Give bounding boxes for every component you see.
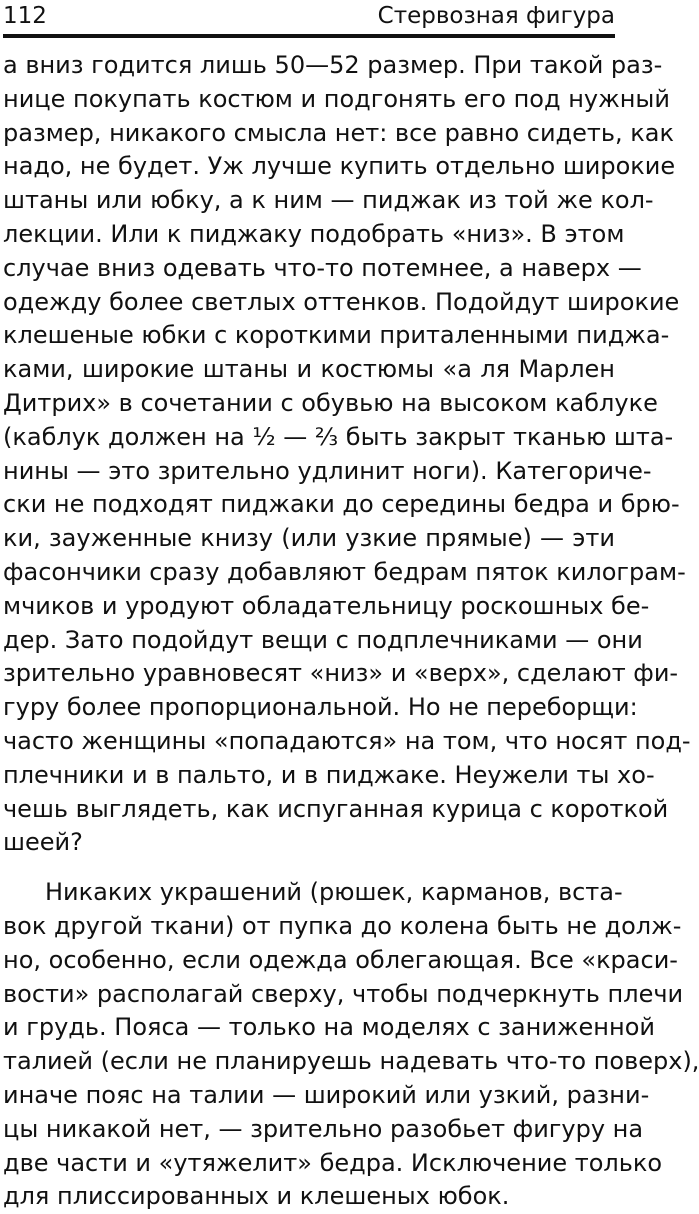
text-line: мчиков и уродуют обладательницу роскошных бе-: [3, 591, 650, 620]
text-line: нины — это зрительно удлинит ноги). Категориче-: [3, 456, 652, 485]
text-line: часто женщины «попадаются» на том, что носят под-: [3, 726, 691, 755]
text-line: клешеные юбки с короткими приталенными пиджа-: [3, 321, 670, 350]
paragraph-2: [3, 876, 699, 1214]
text-line: иначе пояс на талии — широкий или узкий, разни-: [3, 1080, 650, 1109]
text-line: дер. Зато подойдут вещи с подплечниками — они: [3, 625, 643, 654]
paragraph-1: [3, 49, 691, 860]
text-line: талией (если не планируешь надевать что-то поверх),: [3, 1047, 699, 1076]
page-header: [3, 0, 615, 38]
text-line: ски не подходят пиджаки до середины бедра и брю-: [3, 490, 680, 519]
text-line: две части и «утяжелит» бедра. Исключение только: [3, 1148, 663, 1177]
text-line: (каблук должен на ½ — ⅔ быть закрыт тканью шта-: [3, 422, 674, 451]
running-title: Стервозная фигура: [377, 3, 615, 29]
text-line: нице покупать костюм и подгонять его под нужный: [3, 84, 670, 113]
text-line: размер, никакого смысла нет: все равно сидеть, как: [3, 118, 674, 147]
text-line: цы никакой нет, — зрительно разобьет фигуру на: [3, 1114, 644, 1143]
body-text: [3, 49, 699, 1214]
text-line: фасончики сразу добавляют бедрам пяток килограм-: [3, 557, 686, 586]
text-line: плечники и в пальто, и в пиджаке. Неужели ты хо-: [3, 760, 655, 789]
text-line: одежду более светлых оттенков. Подойдут широкие: [3, 287, 680, 316]
page-number: 112: [3, 3, 47, 29]
paragraph-gap: [3, 860, 615, 876]
text-line: лекции. Или к пиджаку подобрать «низ». В этом: [3, 219, 625, 248]
text-line: вости» располагай сверху, чтобы подчеркнуть плечи: [3, 979, 684, 1008]
text-line: Дитрих» в сочетании с обувью на высоком каблуке: [3, 388, 658, 417]
text-line: чешь выглядеть, как испуганная курица с короткой: [3, 794, 669, 823]
text-line: вок другой ткани) от пупка до колена быть не долж-: [3, 911, 682, 940]
text-line: шеей?: [3, 828, 83, 857]
text-line: а вниз годится лишь 50—52 размер. При такой раз-: [3, 51, 663, 79]
text-line: ками, широкие штаны и костюмы «а ля Марлен: [3, 355, 615, 384]
text-line: гуру более пропорциональной. Но не переборщи:: [3, 693, 638, 722]
text-line: Никаких украшений (рюшек, карманов, вста-: [45, 878, 623, 907]
text-line: и грудь. Пояса — только на моделях с заниженной: [3, 1013, 655, 1042]
text-line: но, особенно, если одежда облегающая. Все «краси-: [3, 945, 678, 974]
text-line: ки, зауженные книзу (или узкие прямые) — эти: [3, 524, 615, 553]
text-line: случае вниз одевать что-то потемнее, а наверх —: [3, 253, 642, 282]
text-line: зрительно уравновесят «низ» и «верх», сделают фи-: [3, 659, 679, 688]
text-line: штаны или юбку, а к ним — пиджак из той же кол-: [3, 186, 654, 215]
text-line: для плиссированных и клешеных юбок.: [3, 1182, 510, 1211]
text-line: надо, не будет. Уж лучше купить отдельно широкие: [3, 152, 676, 181]
